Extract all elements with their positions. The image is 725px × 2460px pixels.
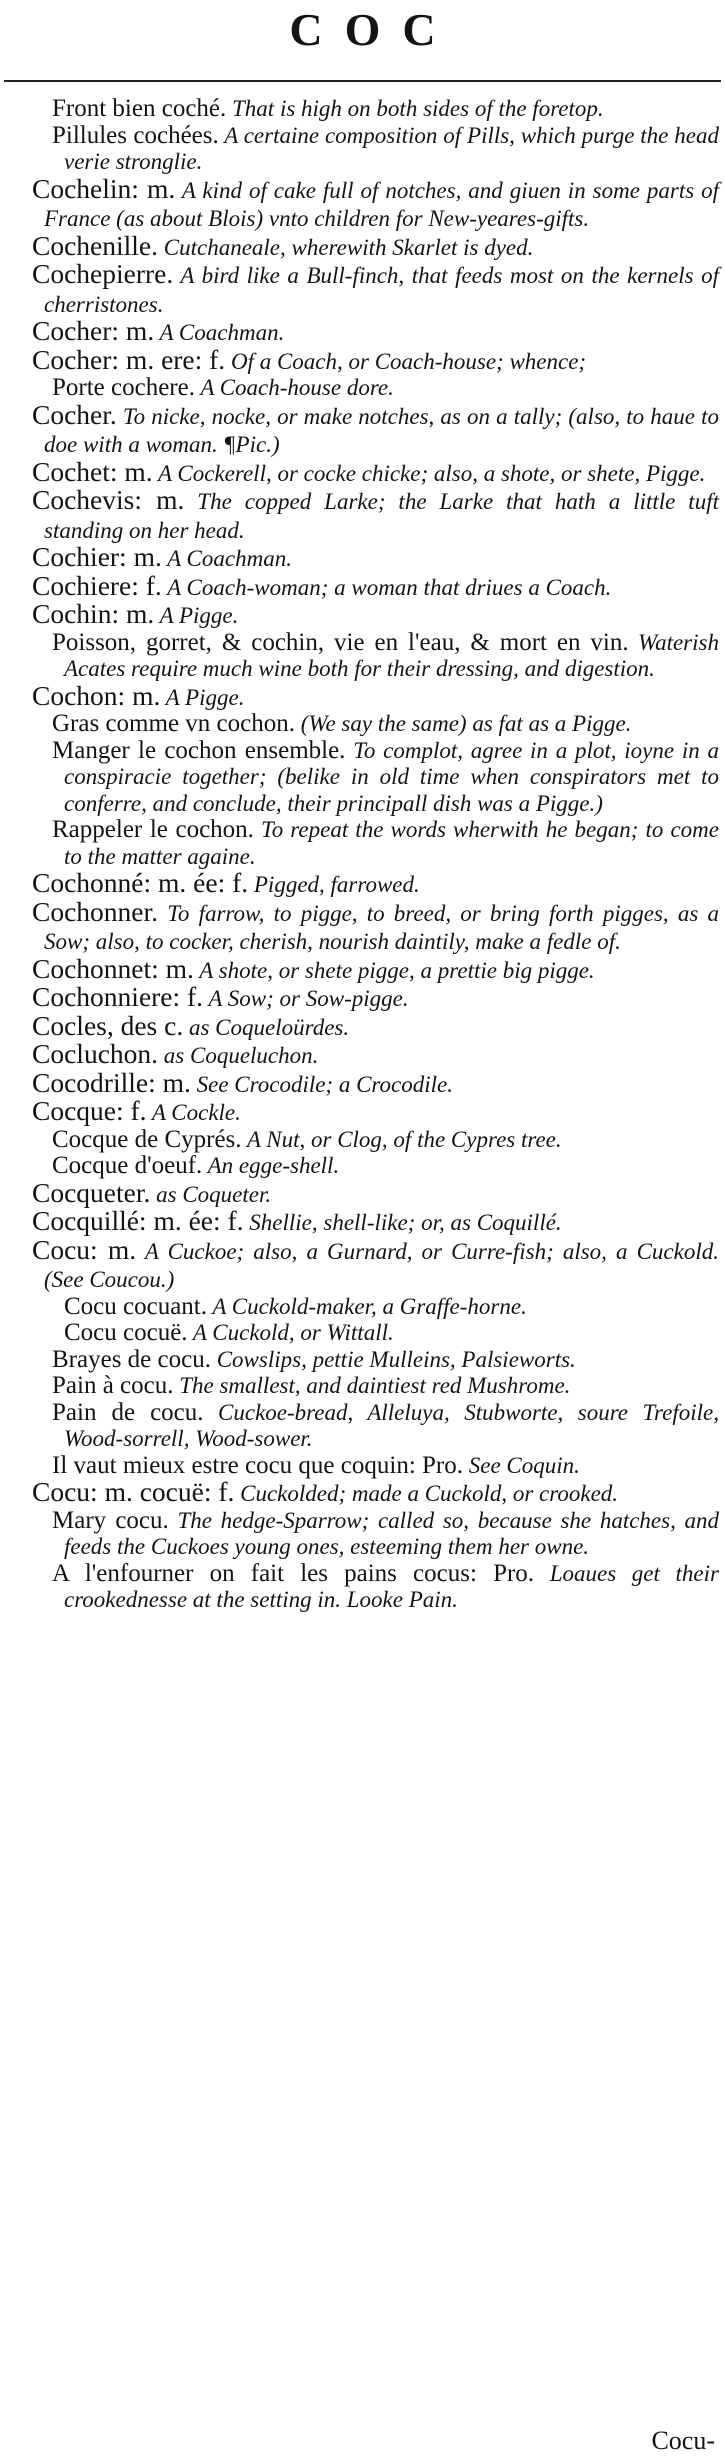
entry-gloss: (We say the same) as fat as a Pigge. <box>294 711 632 736</box>
entry-headword: Cochiere: f. <box>32 569 162 601</box>
entry-gloss: Of a Coach, or Coach-house; whence; <box>225 348 587 374</box>
entry-headword: Cocu: m. <box>32 1233 137 1265</box>
entry-gloss: Cuckoe-bread, Alleluya, Stubworte, soure Trefoile, Wood-sorrell, Wood-sower. <box>64 1399 719 1451</box>
entry-gloss: A Sow; or Sow-pigge. <box>203 986 409 1011</box>
dictionary-entry <box>52 630 719 683</box>
entry-gloss: A Cockle. <box>146 1100 241 1125</box>
entry-headword: Pain à cocu. <box>52 1372 174 1399</box>
entry-gloss: A Coach-woman; a woman that driues a Coach. <box>161 574 612 600</box>
entry-gloss: To repeat the words wherwith he began; to come to the matter againe. <box>64 817 720 869</box>
dictionary-entry <box>32 258 719 318</box>
dictionary-entry <box>64 1294 719 1321</box>
entry-gloss: A certaine composition of Pills, which purge the head verie stronglie. <box>64 122 719 174</box>
dictionary-entry <box>32 1233 719 1294</box>
entry-gloss: as Coqueter. <box>150 1181 272 1207</box>
entry-headword: Cochon: m. <box>32 679 161 711</box>
dictionary-entry <box>32 398 719 459</box>
entry-gloss: A bird like a Bull-finch, that feeds most on the kernels of cherristones. <box>44 263 719 317</box>
entry-gloss: Cuckolded; made a Cuckold, or crooked. <box>234 1481 619 1506</box>
header-rule <box>4 80 721 82</box>
entry-headword: Cochelin: m. <box>32 172 176 204</box>
entry-headword: Cochonner. <box>32 895 159 927</box>
entry-headword: Cocque d'oeuf. <box>52 1152 203 1179</box>
entry-gloss: An egge-shell. <box>202 1153 340 1178</box>
entry-gloss: See Crocodile; a Crocodile. <box>190 1071 453 1097</box>
entry-gloss: Loaues get their crookednesse at the setting in. Looke Pain. <box>64 1560 719 1612</box>
dictionary-entry <box>32 598 719 630</box>
dictionary-entry <box>32 541 719 573</box>
entry-headword: Cocu cocuë. <box>64 1319 188 1346</box>
entry-gloss: The smallest, and daintiest red Mushrome. <box>173 1373 571 1398</box>
entry-headword: Cochepierre. <box>32 258 174 289</box>
entry-gloss: A Coachman. <box>161 546 292 571</box>
dictionary-entry <box>52 1508 719 1561</box>
entry-headword: Front bien coché. <box>52 95 227 122</box>
dictionary-entry <box>32 1066 719 1099</box>
entry-headword: Cocqueter. <box>32 1176 151 1208</box>
entry-gloss: That is high on both sides of the foretop. <box>226 96 604 121</box>
entry-gloss: A Cuckoe; also, a Gurnard, or Curre-fish; also, a Cuckold. (See Coucou.) <box>44 1238 719 1292</box>
entry-gloss: To complot, agree in a plot, ioyne in a conspiracie together; (belike in old time when conspirators met to conferre, and conclude, their principall dish was a Pigge.) <box>64 737 719 816</box>
page-header: COC <box>289 4 458 55</box>
dictionary-entry <box>32 1038 719 1070</box>
dictionary-entry <box>52 1153 719 1180</box>
entry-headword: Pillules cochées. <box>52 121 219 149</box>
entry-headword: Rappeler le cochon. <box>52 816 254 843</box>
entry-gloss: To nicke, nocke, or make notches, as on a tally; (also, to haue to doe with a woman. ¶Pic.) <box>44 403 719 457</box>
entry-gloss: Shellie, shell-like; or, as Coquillé. <box>243 1210 562 1235</box>
entry-gloss: A Pigge. <box>160 684 245 710</box>
entry-gloss: A Coachman. <box>154 320 285 345</box>
dictionary-entry <box>32 172 719 233</box>
entry-gloss: as Coqueluchon. <box>158 1043 319 1068</box>
entry-gloss: A Pigge. <box>154 603 239 628</box>
entry-gloss: The copped Larke; the Larke that hath a little tuft standing on her head. <box>44 489 719 543</box>
entry-headword: Porte cochere. <box>52 374 195 401</box>
entry-gloss: A Cockerell, or cocke chicke; also, a shote, or shete, Pigge. <box>152 460 706 486</box>
entry-gloss: A Nut, or Clog, of the Cypres tree. <box>241 1126 562 1152</box>
entry-headword: Brayes de cocu. <box>52 1345 211 1373</box>
entry-gloss: A shote, or shete pigge, a prettie big pigge. <box>193 957 595 983</box>
entry-headword: Cocu: m. cocuë: f. <box>32 1476 235 1507</box>
entry-headword: Cochet: m. <box>32 455 153 487</box>
dictionary-entry <box>32 1009 719 1042</box>
entry-gloss: Waterish Acates require much wine both for their dressing, and digestion. <box>64 629 719 681</box>
entry-gloss: See Coquin. <box>463 1452 580 1478</box>
dictionary-entry <box>32 229 719 262</box>
dictionary-entry <box>32 1095 719 1127</box>
dictionary-entry <box>52 817 719 870</box>
dictionary-entry <box>32 867 719 899</box>
entry-headword: Cocodrille: m. <box>32 1066 191 1098</box>
entry-gloss: as Coqueloürdes. <box>183 1014 350 1040</box>
entry-gloss: Cutchaneale, wherewith Skarlet is dyed. <box>158 234 534 260</box>
entry-headword: Cochin: m. <box>32 598 155 629</box>
dictionary-entry <box>32 952 719 985</box>
entry-headword: Gras comme vn cochon. <box>52 710 295 737</box>
entry-headword: A l'enfourner on fait les pains cocus: Pro. <box>52 1559 535 1587</box>
dictionary-entry <box>52 738 719 818</box>
entry-headword: Cochenille. <box>32 229 159 261</box>
entry-headword: Cochonniere: f. <box>32 981 204 1012</box>
dictionary-entry <box>32 343 719 376</box>
entry-gloss: A Cuckold-maker, a Graffe-horne. <box>207 1293 527 1319</box>
dictionary-entry <box>52 711 719 738</box>
entry-headword: Cocluchon. <box>32 1038 159 1069</box>
entry-headword: Cocu cocuant. <box>64 1292 208 1320</box>
entry-headword: Cocles, des c. <box>32 1009 184 1041</box>
entry-headword: Mary cocu. <box>52 1506 169 1534</box>
entry-gloss: A Coach-house dore. <box>194 375 394 400</box>
dictionary-entry <box>52 1373 719 1400</box>
entry-gloss: To farrow, to pigge, to breed, or bring forth pigges, as a Sow; also, to cocker, cherish, nourish daintily, make a fedle of. <box>44 900 719 954</box>
entry-headword: Cocque: f. <box>32 1095 147 1126</box>
entry-headword: Cochonné: m. ée: f. <box>32 867 249 898</box>
dictionary-entry <box>52 1400 719 1453</box>
dictionary-entry <box>32 1176 719 1209</box>
entry-headword: Cochier: m. <box>32 541 162 572</box>
dictionary-entry <box>52 96 719 123</box>
entry-gloss: The hedge-Sparrow; called so, because she hatches, and feeds the Cuckoes young ones, esteeming them her owne. <box>64 1507 720 1559</box>
entry-headword: Cochevis: m. <box>32 484 185 515</box>
entry-list <box>0 96 725 1614</box>
entry-headword: Cocque de Cyprés. <box>52 1125 242 1153</box>
dictionary-entry <box>52 375 719 402</box>
entry-headword: Cochonnet: m. <box>32 952 194 984</box>
dictionary-entry <box>52 1561 719 1614</box>
dictionary-entry <box>52 1347 719 1374</box>
dictionary-entry <box>32 1476 719 1508</box>
dictionary-entry <box>52 123 719 176</box>
dictionary-entry <box>32 895 719 956</box>
entry-headword: Il vaut mieux estre cocu que coquin: Pro. <box>52 1451 463 1479</box>
catchword: Cocu- <box>651 2426 715 2455</box>
dictionary-entry <box>32 679 719 712</box>
entry-gloss: Pigged, farrowed. <box>248 872 420 897</box>
entry-headword: Pain de cocu. <box>52 1398 204 1426</box>
dictionary-entry <box>32 1205 719 1237</box>
entry-gloss: Cowslips, pettie Mulleins, Palsieworts. <box>210 1346 576 1372</box>
entry-headword: Cocher: m. <box>32 315 155 346</box>
dictionary-entry <box>64 1320 719 1347</box>
entry-headword: Poisson, gorret, & cochin, vie en l'eau, & mort en vin. <box>52 628 629 656</box>
dictionary-entry <box>32 981 719 1013</box>
entry-headword: Cocher. <box>32 398 117 430</box>
dictionary-entry <box>32 455 719 488</box>
entry-headword: Cocquillé: m. ée: f. <box>32 1205 244 1236</box>
entry-headword: Manger le cochon ensemble. <box>52 736 346 764</box>
dictionary-entry <box>32 484 719 544</box>
dictionary-entry <box>32 569 719 602</box>
entry-gloss: A kind of cake full of notches, and giuen in some parts of France (as about Blois) vnto children for New-yeares-gifts. <box>44 177 719 231</box>
entry-gloss: A Cuckold, or Wittall. <box>187 1320 394 1345</box>
dictionary-entry <box>32 315 719 347</box>
entry-headword: Cocher: m. ere: f. <box>32 343 226 375</box>
dictionary-entry <box>52 1127 719 1154</box>
